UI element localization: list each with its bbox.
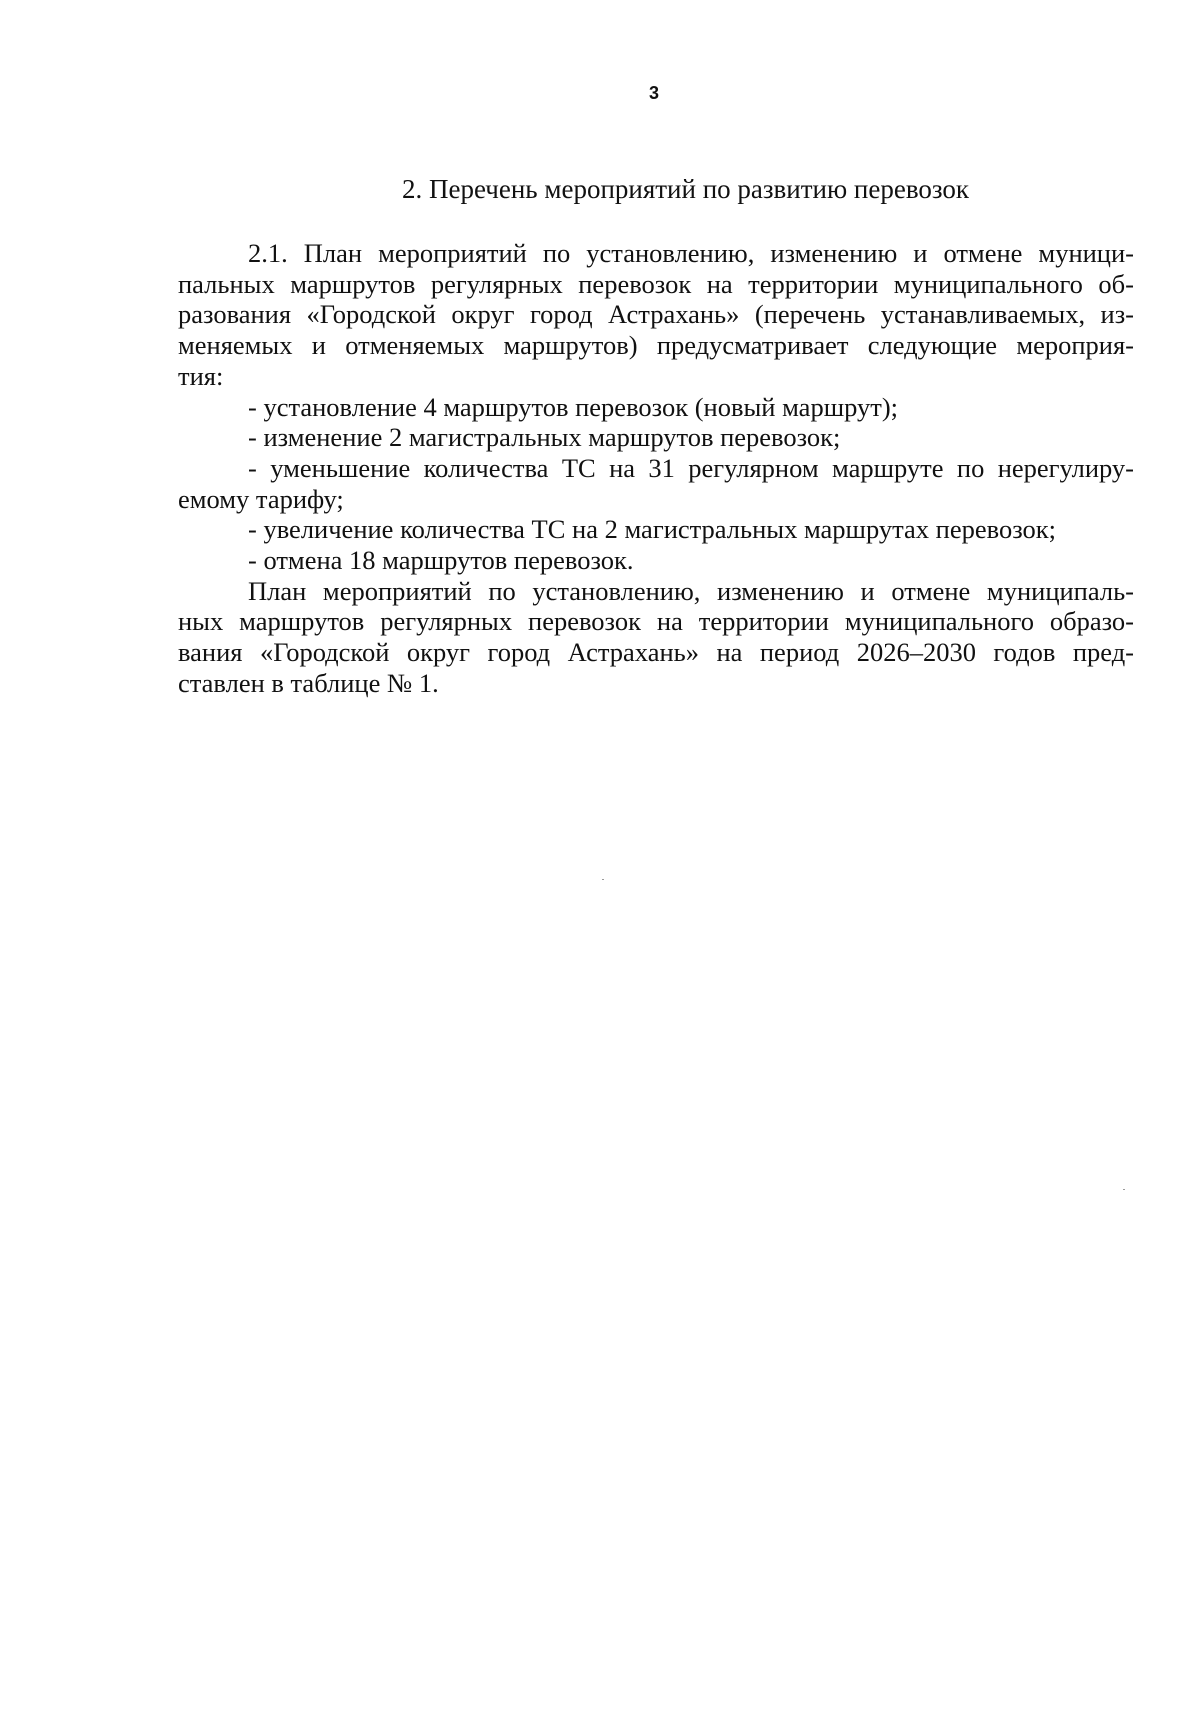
text-line: - уменьшение количества ТС на 31 регулярном маршруте по нерегулиру-	[248, 452, 1134, 483]
measures-list	[178, 392, 1134, 576]
text-line: План мероприятий по установлению, изменению и отмене муниципаль-	[248, 575, 1134, 606]
paragraph-2-1	[178, 238, 1134, 392]
list-item	[178, 545, 1134, 576]
list-item	[178, 453, 1134, 514]
scan-speck	[602, 879, 604, 880]
text-line: - установление 4 маршрутов перевозок (новый маршрут);	[248, 391, 899, 422]
list-item	[178, 392, 1134, 423]
text-line: вания «Городской округ город Астрахань» на период 2026–2030 годов пред-	[178, 637, 1134, 668]
text-line: меняемых и отменяемых маршрутов) предусматривает следующие мероприя-	[178, 330, 1134, 361]
text-line: ных маршрутов регулярных перевозок на территории муниципального образо-	[178, 606, 1134, 637]
text-line: - изменение 2 магистральных маршрутов перевозок;	[248, 422, 841, 453]
text-line: тия:	[178, 360, 224, 391]
list-item	[178, 514, 1134, 545]
text-line: пальных маршрутов регулярных перевозок на территории муниципального об-	[178, 268, 1134, 299]
text-line: - отмена 18 маршрутов перевозок.	[248, 545, 634, 576]
text-line: разования «Городской округ город Астрахань» (перечень устанавливаемых, из-	[178, 299, 1134, 330]
text-line: - увеличение количества ТС на 2 магистральных маршрутах перевозок;	[248, 514, 1056, 545]
scan-speck	[1123, 1189, 1125, 1190]
document-body	[178, 238, 1134, 699]
paragraph-plan-summary	[178, 576, 1134, 699]
page-number: 3	[648, 83, 659, 103]
text-line: емому тарифу;	[178, 483, 344, 514]
text-line: ставлен в таблице № 1.	[178, 667, 439, 698]
section-title: 2. Перечень мероприятий по развитию перевозок	[402, 174, 970, 204]
text-line: 2.1. План мероприятий по установлению, изменению и отмене муници-	[248, 238, 1134, 268]
list-item	[178, 422, 1134, 453]
